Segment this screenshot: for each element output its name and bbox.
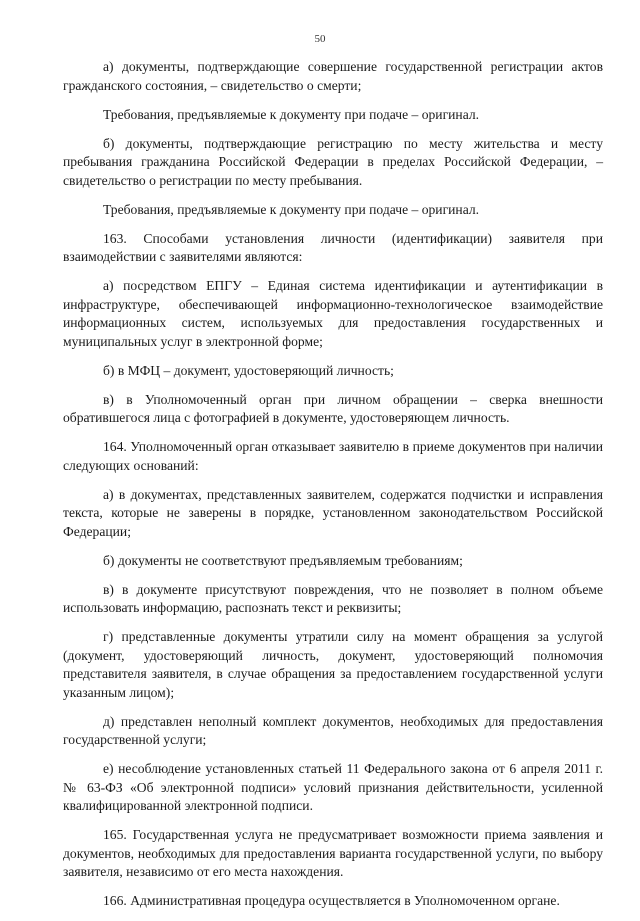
document-body: [63, 58, 603, 921]
paragraph-164-e-incomplete: д) представлен неполный комплект документов, необходимых для предоставления государственной услуги;: [63, 713, 603, 747]
paragraph-165-extraterritorial: 165. Государственная услуга не предусматривает возможности приема заявления и документов, необходимых для предоставления варианта государственной услуги, по выбору заявителя, независимо от его места нахождения.: [63, 827, 603, 879]
paragraph-b-registration: б) документы, подтверждающие регистрацию по месту жительства и месту пребывания гражданина Российской Федерации в пределах Российской Федерации, – свидетельство о регистрации по месту пребывания.: [63, 135, 603, 188]
paragraph-163-b-mfc: б) в МФЦ – документ, удостоверяющий личность;: [103, 362, 394, 378]
paragraph-164-a-corrections: а) в документах, представленных заявителем, содержатся подчистки и исправления текста, которые не заверены в порядке, установленном законодательством Российской Федерации;: [63, 486, 603, 539]
paragraph-a-death-certificate: а) документы, подтверждающие совершение государственной регистрации актов гражданского состояния, – свидетельство о смерти;: [63, 59, 603, 93]
paragraph-164-d-expired: г) представленные документы утратили силу на момент обращения за услугой (документ, удостоверяющий личность, документ, удостоверяющий полномочия представителя заявителя, в случае обращения за предоставлением государственной услуги указанным лицом);: [63, 629, 603, 700]
paragraph-164-c-damage: в) в документе присутствуют повреждения, что не позволяет в полном объеме использовать информацию, распознать текст и реквизиты;: [63, 581, 603, 615]
paragraph-164-refusal: 164. Уполномоченный орган отказывает заявителю в приеме документов при наличии следующих оснований:: [63, 439, 603, 473]
paragraph-163-a-epgu: а) посредством ЕПГУ – Единая система идентификации и аутентификации в инфраструктуре, обеспечивающей информационно-технологическое взаимодействие информационных систем, используемых для предоставления государственных и муниципальных услуг в электронной форме;: [63, 278, 603, 349]
paragraph-163-c-authority: в) в Уполномоченный орган при личном обращении – сверка внешности обратившегося лица с фотографией в документе, удостоверяющем личность.: [63, 391, 603, 425]
paragraph-requirements-original: Требования, предъявляемые к документу при подаче – оригинал.: [103, 106, 480, 122]
paragraph-requirements-original: Требования, предъявляемые к документу при подаче – оригинал.: [103, 201, 480, 217]
paragraph-163-identification: 163. Способами установления личности (идентификации) заявителя при взаимодействии с заявителями являются:: [63, 230, 603, 264]
paragraph-166-procedure: 166. Административная процедура осуществляется в Уполномоченном органе.: [103, 893, 560, 908]
page-number: 50: [314, 33, 326, 45]
paragraph-164-f-signature: е) несоблюдение установленных статьей 11 Федерального закона от 6 апреля 2011 г. № 63-ФЗ «Об электронной подписи» условий признания действительности, усиленной квалифицированной электронной подписи.: [63, 761, 603, 813]
paragraph-164-b-requirements: б) документы не соответствуют предъявляемым требованиям;: [103, 552, 463, 568]
